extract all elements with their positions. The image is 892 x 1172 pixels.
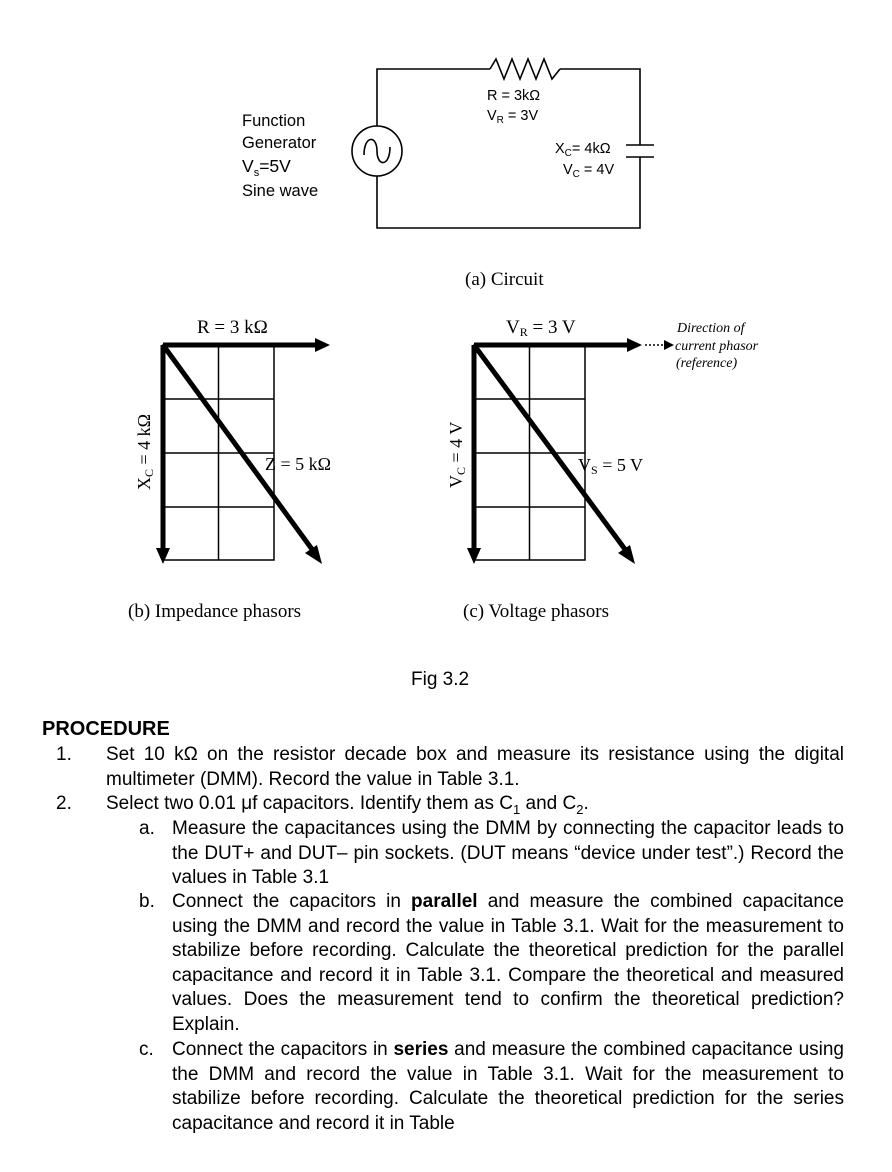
source-label-voltage: $V_s=5V$ xyxy=(242,156,291,179)
voltage-vc-label: VC = 4 V xyxy=(446,421,468,488)
substep-text: Connect the capacitors in parallel and measure the combined capacitance using the DMM and record the value in Table 3.1. Wait for the measurement to stabilize before recording. Calculate the theoretical prediction for the parallel capacitance and record it in Table 3.1. Compare the theoretical and measured values. Does the measurement tend to confirm the theoretical prediction? Explain. xyxy=(172,891,844,1035)
impedance-xc-arrowhead xyxy=(156,548,170,564)
circuit-caption: (a) Circuit xyxy=(465,269,544,290)
direction-label-line1: Direction of xyxy=(677,321,745,336)
substep-letter: b. xyxy=(139,891,155,912)
voltage-vr-label: VR = 3 V xyxy=(506,317,576,339)
impedance-grid xyxy=(163,345,274,560)
procedure-substep-c xyxy=(139,1038,844,1138)
substep-text: Measure the capacitances using the DMM by connecting the capacitor leads to the DUT+ and DUT– pin sockets. (DUT means “device under test”.) Record the values in Table 3.1 xyxy=(172,818,844,888)
substep-letter: a. xyxy=(139,818,155,839)
impedance-z-label: Z = 5 kΩ xyxy=(265,454,332,474)
capacitor-symbol xyxy=(626,145,654,157)
circuit-diagram xyxy=(0,0,892,300)
voltage-grid xyxy=(474,345,585,560)
reference-arrowhead-icon xyxy=(664,340,674,350)
impedance-caption: (b) Impedance phasors xyxy=(128,601,302,622)
direction-label-line2: current phasor xyxy=(675,339,759,354)
procedure-step-1 xyxy=(56,743,844,793)
procedure-substep-a xyxy=(139,817,844,892)
voltage-vc-arrowhead xyxy=(467,548,481,564)
procedure-substep-b xyxy=(139,890,844,1040)
voltage-phasor-diagram xyxy=(420,300,800,630)
resistor-symbol xyxy=(490,59,560,79)
impedance-phasor-diagram xyxy=(100,300,400,630)
voltage-vr-arrowhead xyxy=(627,338,642,352)
source-label-generator: Generator xyxy=(242,134,317,152)
impedance-z-arrowhead xyxy=(305,545,322,564)
impedance-z-arrow xyxy=(163,345,314,552)
procedure-step-2 xyxy=(56,792,844,818)
step-number: 2. xyxy=(56,793,72,814)
emphasis-parallel: parallel xyxy=(411,891,478,912)
ac-source-symbol xyxy=(352,126,402,176)
capacitor-voltage-label: $V_C = 4V$ xyxy=(563,162,615,180)
voltage-vs-label: VS = 5 V xyxy=(578,455,644,477)
source-label-sinewave: Sine wave xyxy=(242,182,319,200)
voltage-vs-arrow xyxy=(474,345,627,552)
substep-text: Connect the capacitors in series and measure the combined capacitance using the DMM and record the value in Table 3.1. Wait for the measurement to stabilize before recording. Calculate the theoretical prediction for the series capacitance and record it in Table xyxy=(172,1039,844,1134)
emphasis-series: series xyxy=(393,1039,449,1060)
voltage-vs-arrowhead xyxy=(618,545,635,564)
step-text: Select two 0.01 μf capacitors. Identify them as $C_1$ and $C_2$. xyxy=(106,793,589,817)
impedance-r-arrowhead xyxy=(315,338,330,352)
capacitor-reactance-label: $X_C= 4k\Omega$ xyxy=(555,141,611,159)
substep-letter: c. xyxy=(139,1039,154,1060)
procedure-heading: PROCEDURE xyxy=(42,718,170,740)
direction-label-line3: (reference) xyxy=(676,356,738,371)
source-label-function: Function xyxy=(242,112,306,130)
voltage-caption: (c) Voltage phasors xyxy=(463,601,609,622)
impedance-xc-label: XC = 4 kΩ xyxy=(134,413,156,490)
impedance-r-label: R = 3 kΩ xyxy=(197,317,268,338)
figure-caption: Fig 3.2 xyxy=(411,669,470,690)
step-number: 1. xyxy=(56,744,72,765)
step-text: Set 10 kΩ on the resistor decade box and measure its resistance using the digital multimeter (DMM). Record the value in Table 3.1. xyxy=(106,744,844,790)
resistor-value-label: R = 3kΩ xyxy=(487,88,541,104)
resistor-voltage-label: $V_R = 3V$ xyxy=(487,108,539,126)
